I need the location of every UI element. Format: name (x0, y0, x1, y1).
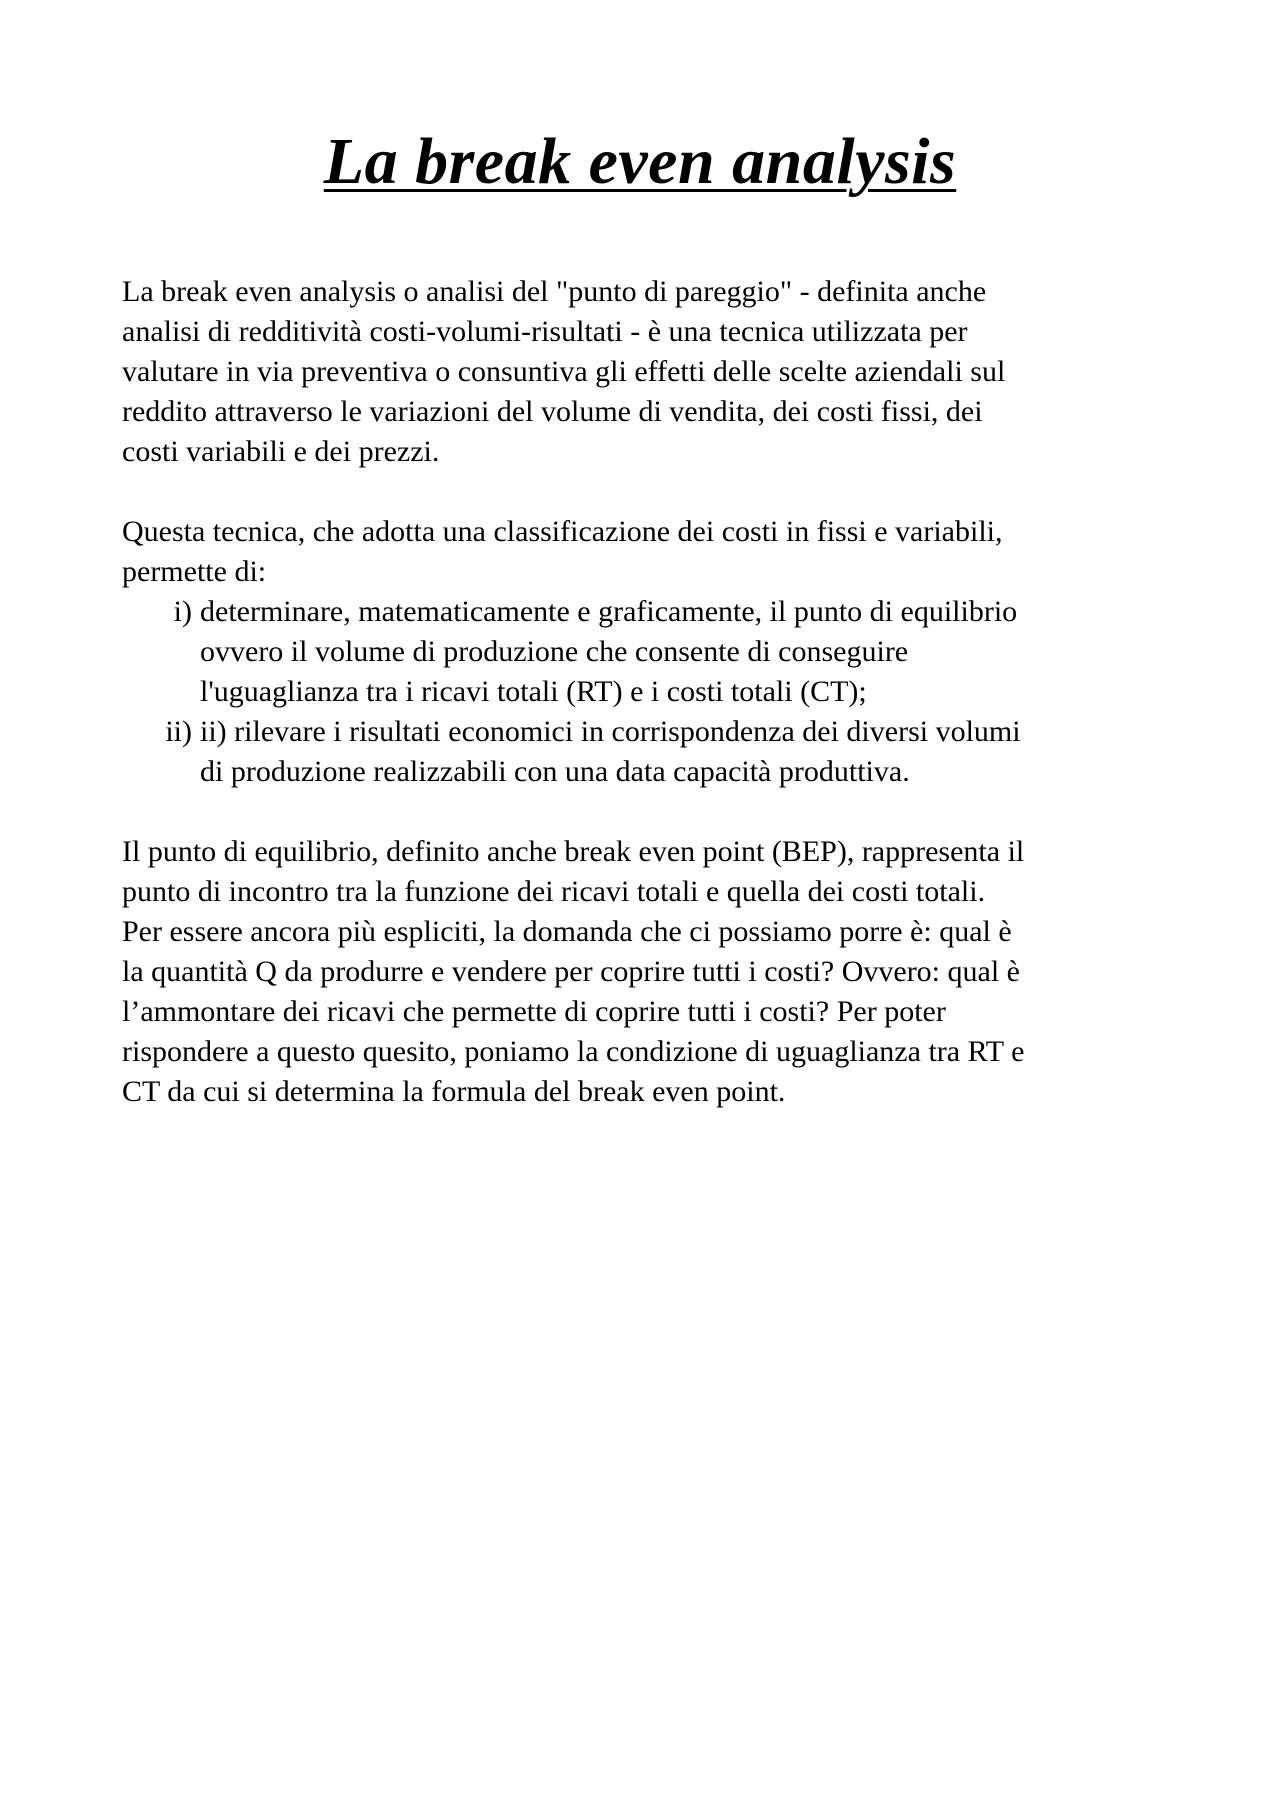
list-item (122, 592, 1182, 712)
document-body (122, 272, 1182, 1112)
purpose-list (122, 592, 1182, 792)
text-line: di produzione realizzabili con una data capacità produttiva. (200, 755, 910, 788)
text-line: rispondere a questo quesito, poniamo la condizione di uguaglianza tra RT e (122, 1035, 1025, 1068)
text-line: reddito attraverso le variazioni del volume di vendita, dei costi fissi, dei (122, 395, 983, 428)
text-line: ii) rilevare i risultati economici in corrispondenza dei diversi volumi (200, 715, 1021, 748)
paragraph-technique (122, 512, 1182, 592)
text-line: Per essere ancora più espliciti, la domanda che ci possiamo porre è: qual è (122, 915, 1012, 948)
paragraph-spacer (122, 792, 1182, 832)
text-line: permette di: (122, 555, 267, 588)
text-line: la quantità Q da produrre e vendere per coprire tutti i costi? Ovvero: qual è (122, 955, 1020, 988)
text-line: analisi di redditività costi-volumi-risultati - è una tecnica utilizzata per (122, 315, 968, 348)
text-line: Il punto di equilibrio, definito anche break even point (BEP), rappresenta il (122, 835, 1025, 868)
text-line: l'uguaglianza tra i ricavi totali (RT) e i costi totali (CT); (200, 675, 867, 708)
text-line: CT da cui si determina la formula del break even point. (122, 1075, 786, 1108)
text-line: ovvero il volume di produzione che consente di conseguire (200, 635, 909, 668)
paragraph-bep (122, 832, 1182, 1112)
text-line: l’ammontare dei ricavi che permette di coprire tutti i costi? Per poter (122, 995, 946, 1028)
page-title: La break even analysis (323, 125, 957, 198)
text-line: punto di incontro tra la funzione dei ricavi totali e quella dei costi totali. (122, 875, 986, 908)
text-line: costi variabili e dei prezzi. (122, 435, 440, 468)
list-marker: ii) (165, 715, 192, 748)
paragraph-intro (122, 272, 1182, 472)
text-line: valutare in via preventiva o consuntiva gli effetti delle scelte aziendali sul (122, 355, 1006, 388)
paragraph-spacer (122, 472, 1182, 512)
text-line: determinare, matematicamente e graficamente, il punto di equilibrio (200, 595, 1018, 628)
list-item (122, 712, 1182, 792)
list-marker: i) (173, 595, 192, 628)
text-line: La break even analysis o analisi del "punto di pareggio" - definita anche (122, 275, 987, 308)
text-line: Questa tecnica, che adotta una classificazione dei costi in fissi e variabili, (122, 515, 1003, 548)
